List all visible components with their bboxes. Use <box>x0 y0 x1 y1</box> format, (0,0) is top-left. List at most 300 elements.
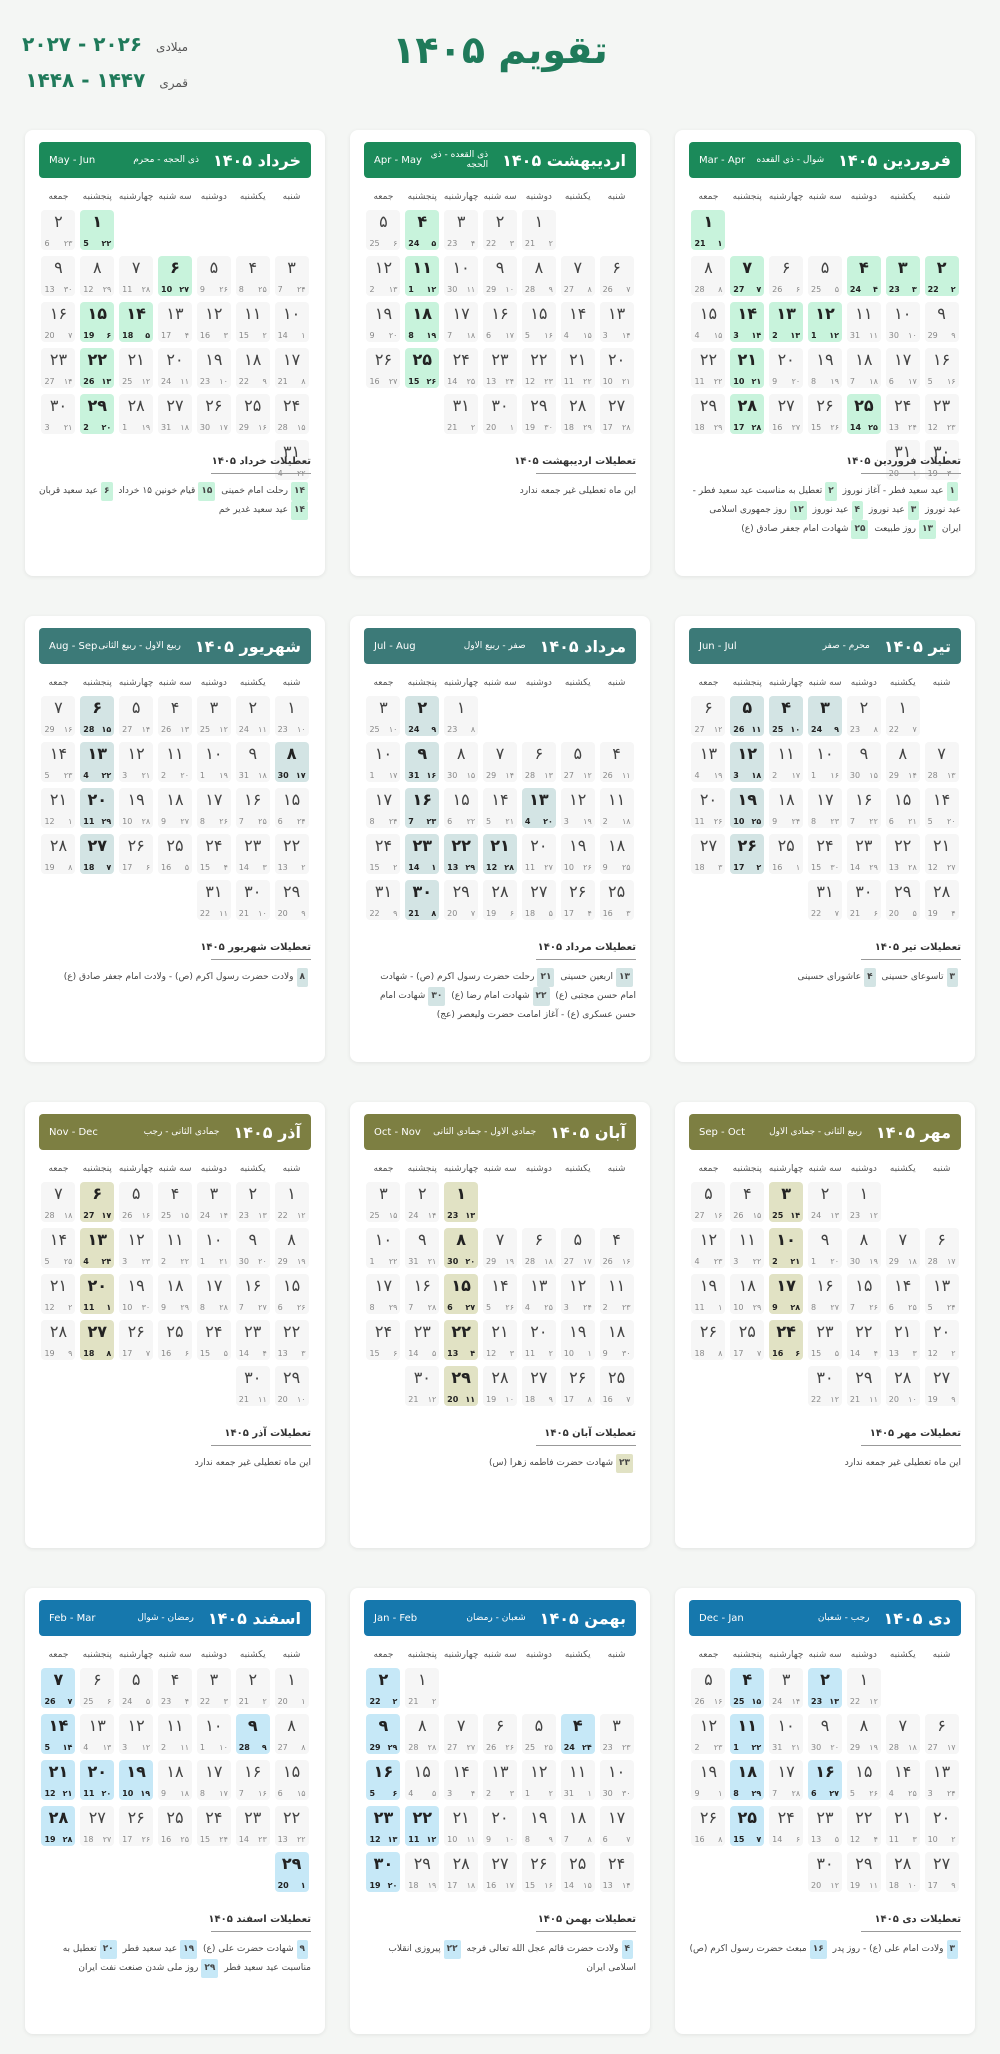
day-cell[interactable] <box>236 1760 270 1800</box>
day-cell[interactable] <box>197 1182 231 1222</box>
day-cell[interactable] <box>691 1668 725 1708</box>
day-cell[interactable] <box>886 1852 920 1892</box>
day-cell[interactable] <box>197 348 231 388</box>
day-cell[interactable] <box>886 788 920 828</box>
day-cell[interactable] <box>236 348 270 388</box>
day-cell[interactable] <box>119 834 153 874</box>
day-cell[interactable] <box>236 1320 270 1360</box>
holiday-day-cell[interactable] <box>80 1182 114 1222</box>
day-cell[interactable] <box>808 1320 842 1360</box>
holiday-day-cell[interactable] <box>730 394 764 434</box>
holiday-day-cell[interactable] <box>236 1714 270 1754</box>
day-cell[interactable] <box>769 394 803 434</box>
day-cell[interactable] <box>444 1714 478 1754</box>
day-cell[interactable] <box>730 1228 764 1268</box>
day-cell[interactable] <box>886 1806 920 1846</box>
holiday-day-cell[interactable] <box>483 834 517 874</box>
holiday-day-cell[interactable] <box>119 302 153 342</box>
day-cell[interactable] <box>561 1320 595 1360</box>
day-cell[interactable] <box>236 1274 270 1314</box>
day-cell[interactable] <box>847 1228 881 1268</box>
day-cell[interactable] <box>41 256 75 296</box>
day-cell[interactable] <box>769 1760 803 1800</box>
day-cell[interactable] <box>236 788 270 828</box>
holiday-day-cell[interactable] <box>886 256 920 296</box>
day-cell[interactable] <box>886 1714 920 1754</box>
day-cell[interactable] <box>119 1274 153 1314</box>
day-cell[interactable] <box>925 1852 959 1892</box>
day-cell[interactable] <box>691 1320 725 1360</box>
day-cell[interactable] <box>158 696 192 736</box>
day-cell[interactable] <box>197 1320 231 1360</box>
day-cell[interactable] <box>275 1806 309 1846</box>
day-cell[interactable] <box>405 1366 439 1406</box>
day-cell[interactable] <box>197 1274 231 1314</box>
day-cell[interactable] <box>522 1714 556 1754</box>
day-cell[interactable] <box>522 1320 556 1360</box>
day-cell[interactable] <box>444 696 478 736</box>
day-cell[interactable] <box>444 256 478 296</box>
day-cell[interactable] <box>275 302 309 342</box>
day-cell[interactable] <box>847 1366 881 1406</box>
day-cell[interactable] <box>847 348 881 388</box>
day-cell[interactable] <box>691 742 725 782</box>
day-cell[interactable] <box>600 302 634 342</box>
day-cell[interactable] <box>275 1366 309 1406</box>
day-cell[interactable] <box>275 880 309 920</box>
day-cell[interactable] <box>886 1274 920 1314</box>
holiday-day-cell[interactable] <box>41 1668 75 1708</box>
day-cell[interactable] <box>119 394 153 434</box>
day-cell[interactable] <box>600 1760 634 1800</box>
day-cell[interactable] <box>236 256 270 296</box>
holiday-day-cell[interactable] <box>405 742 439 782</box>
day-cell[interactable] <box>197 788 231 828</box>
holiday-day-cell[interactable] <box>80 742 114 782</box>
day-cell[interactable] <box>925 1366 959 1406</box>
day-cell[interactable] <box>119 742 153 782</box>
day-cell[interactable] <box>119 1806 153 1846</box>
day-cell[interactable] <box>886 1228 920 1268</box>
day-cell[interactable] <box>41 1320 75 1360</box>
day-cell[interactable] <box>808 256 842 296</box>
holiday-day-cell[interactable] <box>808 302 842 342</box>
day-cell[interactable] <box>444 1760 478 1800</box>
day-cell[interactable] <box>522 348 556 388</box>
day-cell[interactable] <box>197 1668 231 1708</box>
day-cell[interactable] <box>41 788 75 828</box>
day-cell[interactable] <box>691 1714 725 1754</box>
day-cell[interactable] <box>808 394 842 434</box>
day-cell[interactable] <box>366 1274 400 1314</box>
day-cell[interactable] <box>769 742 803 782</box>
day-cell[interactable] <box>522 1366 556 1406</box>
day-cell[interactable] <box>925 1228 959 1268</box>
holiday-day-cell[interactable] <box>405 1806 439 1846</box>
day-cell[interactable] <box>691 394 725 434</box>
holiday-day-cell[interactable] <box>769 302 803 342</box>
day-cell[interactable] <box>444 1806 478 1846</box>
day-cell[interactable] <box>158 1274 192 1314</box>
day-cell[interactable] <box>847 1320 881 1360</box>
day-cell[interactable] <box>158 1668 192 1708</box>
day-cell[interactable] <box>405 1182 439 1222</box>
holiday-day-cell[interactable] <box>80 696 114 736</box>
holiday-day-cell[interactable] <box>769 1228 803 1268</box>
day-cell[interactable] <box>808 348 842 388</box>
day-cell[interactable] <box>522 210 556 250</box>
day-cell[interactable] <box>41 394 75 434</box>
day-cell[interactable] <box>444 394 478 434</box>
day-cell[interactable] <box>197 1228 231 1268</box>
day-cell[interactable] <box>925 302 959 342</box>
day-cell[interactable] <box>925 880 959 920</box>
day-cell[interactable] <box>847 1806 881 1846</box>
holiday-day-cell[interactable] <box>730 1760 764 1800</box>
day-cell[interactable] <box>41 742 75 782</box>
holiday-day-cell[interactable] <box>41 1760 75 1800</box>
day-cell[interactable] <box>600 394 634 434</box>
day-cell[interactable] <box>600 1806 634 1846</box>
day-cell[interactable] <box>275 696 309 736</box>
day-cell[interactable] <box>275 1182 309 1222</box>
holiday-day-cell[interactable] <box>808 1668 842 1708</box>
day-cell[interactable] <box>158 1806 192 1846</box>
day-cell[interactable] <box>522 834 556 874</box>
day-cell[interactable] <box>41 1182 75 1222</box>
day-cell[interactable] <box>808 834 842 874</box>
holiday-day-cell[interactable] <box>769 696 803 736</box>
holiday-day-cell[interactable] <box>730 256 764 296</box>
day-cell[interactable] <box>522 880 556 920</box>
holiday-day-cell[interactable] <box>730 1714 764 1754</box>
holiday-day-cell[interactable] <box>730 302 764 342</box>
day-cell[interactable] <box>275 348 309 388</box>
day-cell[interactable] <box>730 1320 764 1360</box>
holiday-day-cell[interactable] <box>769 1182 803 1222</box>
day-cell[interactable] <box>483 348 517 388</box>
day-cell[interactable] <box>366 880 400 920</box>
holiday-day-cell[interactable] <box>366 1806 400 1846</box>
holiday-day-cell[interactable] <box>80 210 114 250</box>
day-cell[interactable] <box>886 302 920 342</box>
holiday-day-cell[interactable] <box>730 1668 764 1708</box>
day-cell[interactable] <box>158 834 192 874</box>
holiday-day-cell[interactable] <box>847 394 881 434</box>
holiday-day-cell[interactable] <box>41 1806 75 1846</box>
day-cell[interactable] <box>522 1760 556 1800</box>
day-cell[interactable] <box>561 742 595 782</box>
day-cell[interactable] <box>197 302 231 342</box>
day-cell[interactable] <box>522 1852 556 1892</box>
day-cell[interactable] <box>561 1852 595 1892</box>
day-cell[interactable] <box>483 742 517 782</box>
day-cell[interactable] <box>119 1714 153 1754</box>
day-cell[interactable] <box>483 1320 517 1360</box>
holiday-day-cell[interactable] <box>405 880 439 920</box>
day-cell[interactable] <box>691 302 725 342</box>
holiday-day-cell[interactable] <box>405 696 439 736</box>
day-cell[interactable] <box>483 1852 517 1892</box>
day-cell[interactable] <box>366 348 400 388</box>
holiday-day-cell[interactable] <box>405 348 439 388</box>
day-cell[interactable] <box>847 1182 881 1222</box>
holiday-day-cell[interactable] <box>405 256 439 296</box>
holiday-day-cell[interactable] <box>80 302 114 342</box>
day-cell[interactable] <box>158 788 192 828</box>
day-cell[interactable] <box>808 1228 842 1268</box>
holiday-day-cell[interactable] <box>119 1760 153 1800</box>
day-cell[interactable] <box>522 256 556 296</box>
day-cell[interactable] <box>197 256 231 296</box>
day-cell[interactable] <box>691 1274 725 1314</box>
day-cell[interactable] <box>522 302 556 342</box>
holiday-day-cell[interactable] <box>847 256 881 296</box>
day-cell[interactable] <box>600 880 634 920</box>
day-cell[interactable] <box>80 1714 114 1754</box>
day-cell[interactable] <box>925 834 959 874</box>
day-cell[interactable] <box>366 256 400 296</box>
day-cell[interactable] <box>691 1228 725 1268</box>
holiday-day-cell[interactable] <box>808 1760 842 1800</box>
day-cell[interactable] <box>522 1228 556 1268</box>
day-cell[interactable] <box>561 788 595 828</box>
day-cell[interactable] <box>405 1852 439 1892</box>
day-cell[interactable] <box>158 1320 192 1360</box>
day-cell[interactable] <box>444 742 478 782</box>
holiday-day-cell[interactable] <box>275 1852 309 1892</box>
day-cell[interactable] <box>769 1668 803 1708</box>
day-cell[interactable] <box>119 1182 153 1222</box>
day-cell[interactable] <box>158 1228 192 1268</box>
holiday-day-cell[interactable] <box>405 788 439 828</box>
day-cell[interactable] <box>275 1274 309 1314</box>
holiday-day-cell[interactable] <box>444 1320 478 1360</box>
day-cell[interactable] <box>847 742 881 782</box>
day-cell[interactable] <box>405 1228 439 1268</box>
day-cell[interactable] <box>275 834 309 874</box>
day-cell[interactable] <box>925 1320 959 1360</box>
day-cell[interactable] <box>730 1274 764 1314</box>
holiday-day-cell[interactable] <box>691 210 725 250</box>
holiday-day-cell[interactable] <box>80 1760 114 1800</box>
day-cell[interactable] <box>236 834 270 874</box>
holiday-day-cell[interactable] <box>730 742 764 782</box>
day-cell[interactable] <box>158 1714 192 1754</box>
day-cell[interactable] <box>691 256 725 296</box>
day-cell[interactable] <box>41 302 75 342</box>
day-cell[interactable] <box>405 1274 439 1314</box>
day-cell[interactable] <box>483 880 517 920</box>
day-cell[interactable] <box>444 210 478 250</box>
day-cell[interactable] <box>769 788 803 828</box>
holiday-day-cell[interactable] <box>769 1320 803 1360</box>
day-cell[interactable] <box>600 788 634 828</box>
holiday-day-cell[interactable] <box>730 788 764 828</box>
holiday-day-cell[interactable] <box>275 742 309 782</box>
day-cell[interactable] <box>444 788 478 828</box>
day-cell[interactable] <box>197 1806 231 1846</box>
day-cell[interactable] <box>561 1806 595 1846</box>
day-cell[interactable] <box>925 1760 959 1800</box>
day-cell[interactable] <box>925 394 959 434</box>
day-cell[interactable] <box>600 1366 634 1406</box>
day-cell[interactable] <box>600 1274 634 1314</box>
day-cell[interactable] <box>886 1760 920 1800</box>
day-cell[interactable] <box>691 834 725 874</box>
day-cell[interactable] <box>691 1806 725 1846</box>
day-cell[interactable] <box>691 1760 725 1800</box>
day-cell[interactable] <box>405 1714 439 1754</box>
day-cell[interactable] <box>600 1320 634 1360</box>
holiday-day-cell[interactable] <box>80 1320 114 1360</box>
day-cell[interactable] <box>886 1366 920 1406</box>
holiday-day-cell[interactable] <box>366 1668 400 1708</box>
holiday-day-cell[interactable] <box>80 394 114 434</box>
day-cell[interactable] <box>483 788 517 828</box>
holiday-day-cell[interactable] <box>80 1228 114 1268</box>
holiday-day-cell[interactable] <box>366 1760 400 1800</box>
day-cell[interactable] <box>561 1366 595 1406</box>
holiday-day-cell[interactable] <box>405 302 439 342</box>
holiday-day-cell[interactable] <box>444 1274 478 1314</box>
day-cell[interactable] <box>561 348 595 388</box>
day-cell[interactable] <box>600 348 634 388</box>
day-cell[interactable] <box>847 1760 881 1800</box>
holiday-day-cell[interactable] <box>730 348 764 388</box>
day-cell[interactable] <box>483 1760 517 1800</box>
day-cell[interactable] <box>41 696 75 736</box>
holiday-day-cell[interactable] <box>730 1806 764 1846</box>
day-cell[interactable] <box>847 1714 881 1754</box>
day-cell[interactable] <box>275 256 309 296</box>
day-cell[interactable] <box>236 696 270 736</box>
day-cell[interactable] <box>405 1320 439 1360</box>
day-cell[interactable] <box>808 880 842 920</box>
holiday-day-cell[interactable] <box>158 256 192 296</box>
day-cell[interactable] <box>886 696 920 736</box>
day-cell[interactable] <box>808 742 842 782</box>
day-cell[interactable] <box>236 742 270 782</box>
holiday-day-cell[interactable] <box>366 1714 400 1754</box>
day-cell[interactable] <box>847 302 881 342</box>
day-cell[interactable] <box>483 1806 517 1846</box>
day-cell[interactable] <box>197 1760 231 1800</box>
day-cell[interactable] <box>483 394 517 434</box>
holiday-day-cell[interactable] <box>522 788 556 828</box>
day-cell[interactable] <box>366 834 400 874</box>
day-cell[interactable] <box>522 394 556 434</box>
day-cell[interactable] <box>41 348 75 388</box>
day-cell[interactable] <box>483 1366 517 1406</box>
day-cell[interactable] <box>691 348 725 388</box>
day-cell[interactable] <box>444 880 478 920</box>
holiday-day-cell[interactable] <box>769 1274 803 1314</box>
day-cell[interactable] <box>483 1228 517 1268</box>
day-cell[interactable] <box>925 1274 959 1314</box>
day-cell[interactable] <box>561 834 595 874</box>
day-cell[interactable] <box>41 1228 75 1268</box>
holiday-day-cell[interactable] <box>730 696 764 736</box>
day-cell[interactable] <box>236 880 270 920</box>
day-cell[interactable] <box>769 348 803 388</box>
day-cell[interactable] <box>561 302 595 342</box>
day-cell[interactable] <box>366 742 400 782</box>
day-cell[interactable] <box>366 788 400 828</box>
day-cell[interactable] <box>366 302 400 342</box>
day-cell[interactable] <box>886 394 920 434</box>
day-cell[interactable] <box>444 1852 478 1892</box>
day-cell[interactable] <box>483 1274 517 1314</box>
day-cell[interactable] <box>236 1228 270 1268</box>
day-cell[interactable] <box>561 1760 595 1800</box>
day-cell[interactable] <box>522 1274 556 1314</box>
day-cell[interactable] <box>444 302 478 342</box>
day-cell[interactable] <box>808 1714 842 1754</box>
holiday-day-cell[interactable] <box>444 1182 478 1222</box>
day-cell[interactable] <box>275 1760 309 1800</box>
day-cell[interactable] <box>600 742 634 782</box>
day-cell[interactable] <box>886 834 920 874</box>
holiday-day-cell[interactable] <box>925 256 959 296</box>
day-cell[interactable] <box>236 302 270 342</box>
day-cell[interactable] <box>158 1760 192 1800</box>
holiday-day-cell[interactable] <box>444 1228 478 1268</box>
day-cell[interactable] <box>119 256 153 296</box>
day-cell[interactable] <box>808 1274 842 1314</box>
day-cell[interactable] <box>808 1852 842 1892</box>
day-cell[interactable] <box>158 348 192 388</box>
day-cell[interactable] <box>522 742 556 782</box>
day-cell[interactable] <box>405 1668 439 1708</box>
holiday-day-cell[interactable] <box>80 348 114 388</box>
day-cell[interactable] <box>119 1668 153 1708</box>
day-cell[interactable] <box>847 696 881 736</box>
day-cell[interactable] <box>275 788 309 828</box>
day-cell[interactable] <box>691 788 725 828</box>
holiday-day-cell[interactable] <box>366 1852 400 1892</box>
day-cell[interactable] <box>561 1228 595 1268</box>
holiday-day-cell[interactable] <box>730 834 764 874</box>
day-cell[interactable] <box>600 256 634 296</box>
day-cell[interactable] <box>80 256 114 296</box>
day-cell[interactable] <box>236 1366 270 1406</box>
day-cell[interactable] <box>561 394 595 434</box>
day-cell[interactable] <box>119 696 153 736</box>
day-cell[interactable] <box>561 880 595 920</box>
day-cell[interactable] <box>158 302 192 342</box>
day-cell[interactable] <box>769 1806 803 1846</box>
day-cell[interactable] <box>483 1714 517 1754</box>
day-cell[interactable] <box>691 696 725 736</box>
day-cell[interactable] <box>769 1714 803 1754</box>
day-cell[interactable] <box>483 210 517 250</box>
holiday-day-cell[interactable] <box>41 1714 75 1754</box>
day-cell[interactable] <box>197 742 231 782</box>
day-cell[interactable] <box>158 394 192 434</box>
day-cell[interactable] <box>275 1320 309 1360</box>
day-cell[interactable] <box>158 1182 192 1222</box>
day-cell[interactable] <box>366 1320 400 1360</box>
day-cell[interactable] <box>925 1714 959 1754</box>
day-cell[interactable] <box>119 788 153 828</box>
day-cell[interactable] <box>847 880 881 920</box>
day-cell[interactable] <box>600 1228 634 1268</box>
day-cell[interactable] <box>600 834 634 874</box>
day-cell[interactable] <box>847 834 881 874</box>
day-cell[interactable] <box>522 1806 556 1846</box>
holiday-day-cell[interactable] <box>561 1714 595 1754</box>
